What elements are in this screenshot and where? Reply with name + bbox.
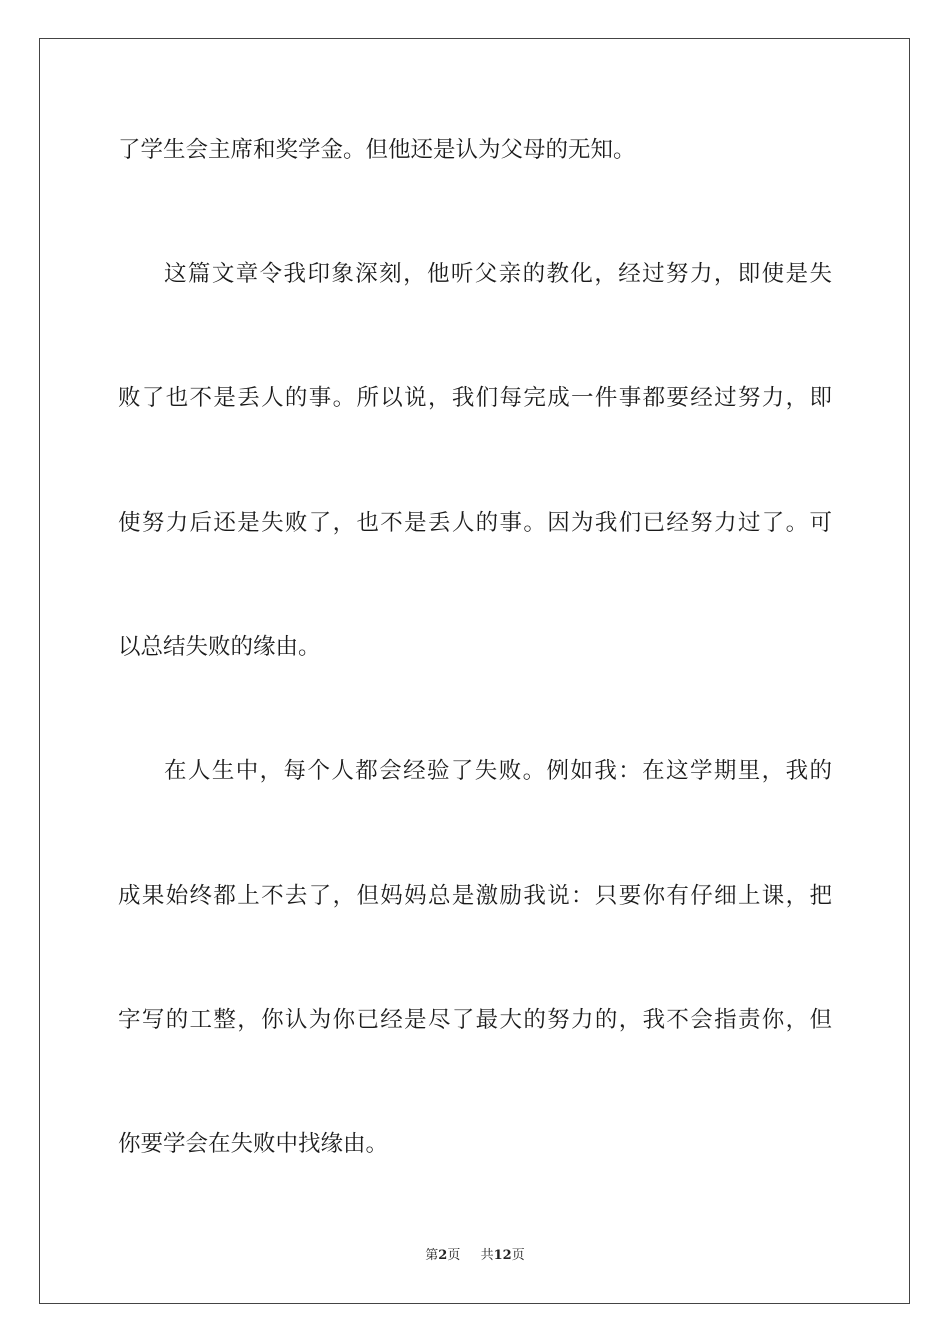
text-line-8: 字写的工整，你认为你已经是尽了最大的努力的，我不会指责你，但 xyxy=(118,1007,832,1033)
text-line-4: 使努力后还是失败了，也不是丢人的事。因为我们已经努力过了。可 xyxy=(118,510,832,536)
total-pages-label xyxy=(481,1246,525,1266)
text-line-6: 在人生中，每个人都会经验了失败。例如我：在这学期里，我的 xyxy=(164,758,832,784)
text-line-3: 败了也不是丢人的事。所以说，我们每完成一件事都要经过努力，即 xyxy=(118,385,832,411)
page-suffix: 页 xyxy=(447,1248,461,1263)
text-line-5: 以总结失败的缘由。 xyxy=(118,634,321,660)
text-line-1: 了学生会主席和奖学金。但他还是认为父母的无知。 xyxy=(118,137,636,163)
text-line-2: 这篇文章令我印象深刻，他听父亲的教化，经过努力，即使是失 xyxy=(164,261,832,287)
text-line-7: 成果始终都上不去了，但妈妈总是激励我说：只要你有仔细上课，把 xyxy=(118,883,832,909)
text-line-9: 你要学会在失败中找缘由。 xyxy=(118,1131,389,1157)
total-suffix: 页 xyxy=(511,1248,525,1263)
page-number: 2 xyxy=(438,1248,448,1263)
page-number-label xyxy=(425,1246,460,1266)
page-footer xyxy=(0,1246,950,1266)
page-prefix: 第 xyxy=(425,1248,439,1263)
total-prefix: 共 xyxy=(480,1248,494,1263)
total-pages: 12 xyxy=(493,1248,512,1263)
page-border xyxy=(39,38,910,1304)
